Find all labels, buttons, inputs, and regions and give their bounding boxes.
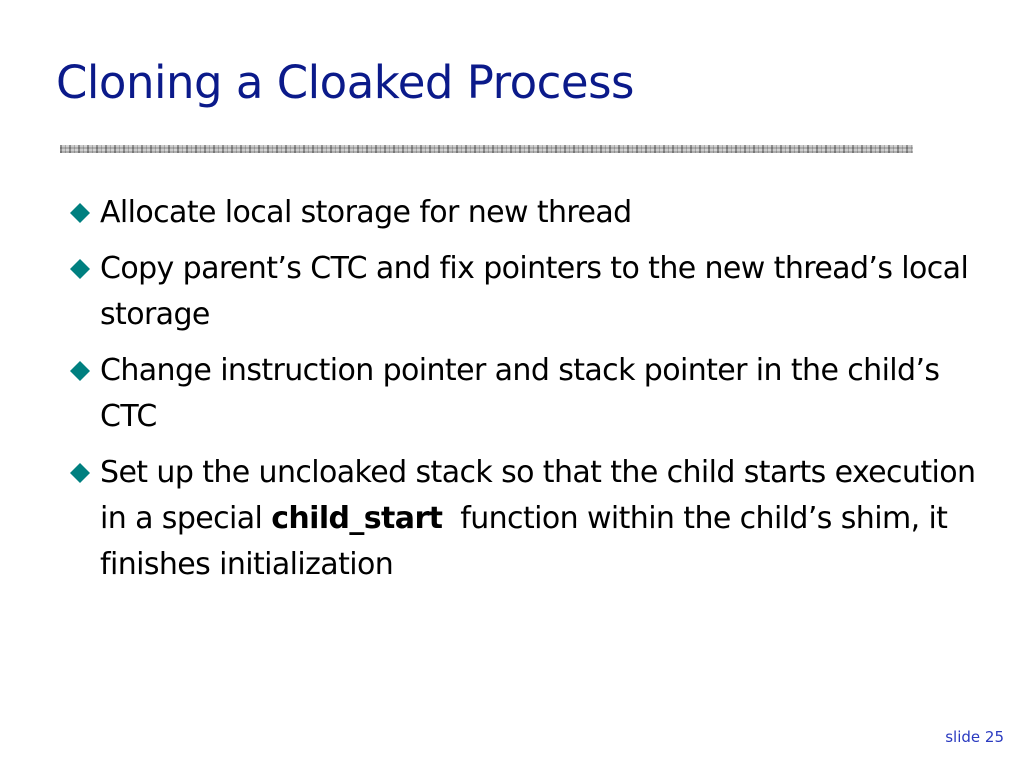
bullet-text: Allocate local storage for new thread (100, 195, 632, 230)
diamond-bullet-icon (70, 463, 90, 483)
function-name: child_start (271, 501, 443, 536)
bullet-text: Change instruction pointer and stack pointer in the child’s CTC (100, 353, 940, 434)
bullet-item (68, 190, 998, 236)
diamond-bullet-icon (70, 203, 90, 223)
bullet-text: Copy parent’s CTC and fix pointers to the new thread’s local storage (100, 251, 969, 332)
diamond-bullet-icon (70, 259, 90, 279)
bullet-text-before: Set up the uncloaked stack so that the child starts execution in a special (100, 455, 976, 536)
bullet-item (68, 246, 998, 338)
diamond-bullet-icon (70, 361, 90, 381)
bullet-item (68, 348, 998, 440)
title-divider (60, 145, 913, 153)
bullet-text-after: function within the child’s shim, it finishes initialization (100, 501, 957, 582)
slide-title: Cloning a Cloaked Process (56, 56, 634, 109)
slide-number: slide 25 (945, 728, 1004, 746)
bullet-list (68, 190, 998, 598)
bullet-item (68, 450, 998, 588)
